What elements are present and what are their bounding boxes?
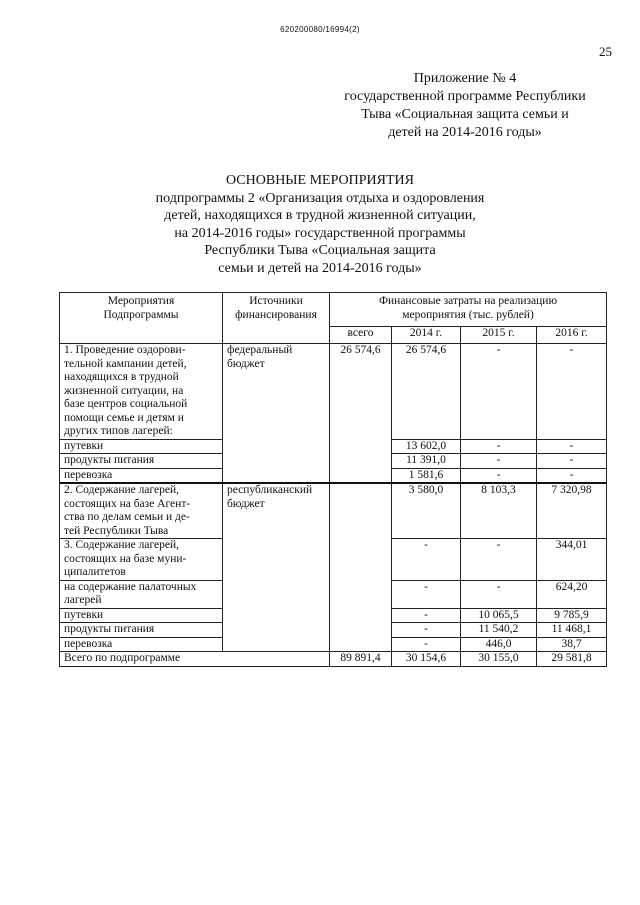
grand-total-label: Всего по подпрограмме — [60, 652, 330, 667]
activity-line: 2. Содержание лагерей, — [64, 484, 180, 496]
activity-line: 1. Проведение оздорови- — [64, 344, 186, 356]
header-activities: Мероприятия Подпрограммы — [60, 293, 223, 344]
document-title: ОСНОВНЫЕ МЕРОПРИЯТИЯ — [226, 173, 414, 188]
annex-line: Приложение № 4 — [413, 71, 517, 86]
value-2014-cell: 26 574,6 — [392, 344, 461, 440]
activity-line: лагерей — [64, 594, 102, 606]
value-2015-cell: - — [461, 344, 537, 440]
activity-line: жизненной ситуации, на — [64, 384, 184, 397]
activity-cell — [60, 580, 223, 608]
subtitle-line: детей, находящихся в трудной жизненной ситуации, — [164, 208, 476, 224]
header-2014: 2014 г. — [392, 327, 461, 344]
activity-cell — [60, 623, 223, 638]
document-id: 620200080/16994(2) — [280, 25, 360, 34]
header-2016: 2016 г. — [537, 327, 607, 344]
activity-cell — [60, 439, 223, 454]
table-header-row — [60, 293, 607, 327]
page-number: 25 — [599, 44, 612, 59]
value-2014-cell: 1 581,6 — [392, 468, 461, 483]
table-row — [60, 483, 607, 539]
annex-line: государственной программе Республики — [344, 89, 586, 104]
activity-line: других типов лагерей: — [64, 425, 173, 437]
value-2014-cell: - — [392, 637, 461, 652]
value-2014-cell: 13 602,0 — [392, 439, 461, 454]
activity-cell — [60, 344, 223, 440]
annex-line: детей на 2014-2016 годы» — [388, 125, 542, 140]
value-2015-cell: 10 065,5 — [461, 608, 537, 623]
activity-line: продукты питания — [64, 454, 155, 466]
activity-line: состоящих на базе муни- — [64, 552, 187, 565]
value-2016-cell: - — [537, 439, 607, 454]
funding-source-line: федеральный — [227, 344, 293, 356]
funding-source-cell — [223, 344, 330, 484]
value-2016-cell: 11 468,1 — [537, 623, 607, 638]
activity-line: состоящих на базе Агент- — [64, 497, 191, 510]
table-total-row — [60, 652, 607, 667]
activity-line: помощи семье и детям и — [64, 411, 184, 424]
activity-line: путевки — [64, 439, 104, 452]
grand-total-2015-cell: 30 155,0 — [461, 652, 537, 667]
total-cell: 26 574,6 — [330, 344, 392, 484]
value-2015-cell: - — [461, 454, 537, 469]
activity-line: тей Республики Тыва — [64, 524, 169, 537]
value-2016-cell: - — [537, 344, 607, 440]
value-2016-cell: 38,7 — [537, 637, 607, 652]
value-2015-cell: - — [461, 468, 537, 483]
value-2014-cell: - — [392, 608, 461, 623]
activity-line: ства по делам семьи и де- — [64, 511, 190, 523]
value-2014-cell: - — [392, 580, 461, 608]
activity-cell — [60, 454, 223, 469]
value-2016-cell: - — [537, 468, 607, 483]
total-cell — [330, 483, 392, 652]
header-financial: Финансовые затраты на реализацию мероприятия (тыс. рублей) — [330, 293, 607, 327]
activities-table — [59, 292, 607, 667]
activity-line: ципалитетов — [64, 566, 126, 578]
annex-line: Тыва «Социальная защита семьи и — [361, 107, 569, 122]
value-2015-cell: 446,0 — [461, 637, 537, 652]
value-2014-cell: 3 580,0 — [392, 483, 461, 539]
subtitle-line: семьи и детей на 2014-2016 годы» — [218, 260, 422, 276]
annex-header — [300, 70, 630, 142]
activity-line: на содержание палаточных — [64, 580, 197, 593]
header-total: всего — [330, 327, 392, 344]
value-2015-cell: - — [461, 580, 537, 608]
activity-line: перевозка — [64, 637, 113, 650]
value-2016-cell: 9 785,9 — [537, 608, 607, 623]
grand-total-2016-cell: 29 581,8 — [537, 652, 607, 667]
activity-line: 3. Содержание лагерей, — [64, 539, 180, 551]
activity-line: путевки — [64, 608, 104, 621]
header-sources: Источники финансирования — [223, 293, 330, 344]
subtitle-line: подпрограммы 2 «Организация отдыха и оздоровления — [155, 191, 485, 206]
activity-cell — [60, 539, 223, 581]
value-2016-cell: 344,01 — [537, 539, 607, 581]
value-2015-cell: 11 540,2 — [461, 623, 537, 638]
activity-cell — [60, 637, 223, 652]
value-2016-cell: - — [537, 454, 607, 469]
activity-cell — [60, 483, 223, 539]
activity-cell — [60, 468, 223, 483]
grand-total-cell: 89 891,4 — [330, 652, 392, 667]
funding-source-line: бюджет — [227, 357, 265, 370]
value-2016-cell: 7 320,98 — [537, 483, 607, 539]
activity-cell — [60, 608, 223, 623]
value-2015-cell: 8 103,3 — [461, 483, 537, 539]
activity-line: тельной кампании детей, — [64, 357, 187, 370]
value-2014-cell: - — [392, 623, 461, 638]
funding-source-line: республиканский — [227, 484, 313, 496]
value-2015-cell: - — [461, 539, 537, 581]
subtitle-line: на 2014-2016 годы» государственной программы — [174, 225, 466, 241]
activity-line: продукты питания — [64, 623, 155, 635]
activity-line: находящихся в трудной — [64, 371, 179, 383]
value-2014-cell: 11 391,0 — [392, 454, 461, 469]
header-2015: 2015 г. — [461, 327, 537, 344]
funding-source-cell — [223, 483, 330, 652]
value-2014-cell: - — [392, 539, 461, 581]
funding-source-line: бюджет — [227, 497, 265, 510]
table-row — [60, 344, 607, 440]
activity-line: перевозка — [64, 468, 113, 481]
value-2016-cell: 624,20 — [537, 580, 607, 608]
activity-line: базе центров социальной — [64, 398, 188, 410]
grand-total-2014-cell: 30 154,6 — [392, 652, 461, 667]
document-subtitle — [100, 190, 540, 277]
value-2015-cell: - — [461, 439, 537, 454]
subtitle-line: Республики Тыва «Социальная защита — [204, 243, 436, 259]
